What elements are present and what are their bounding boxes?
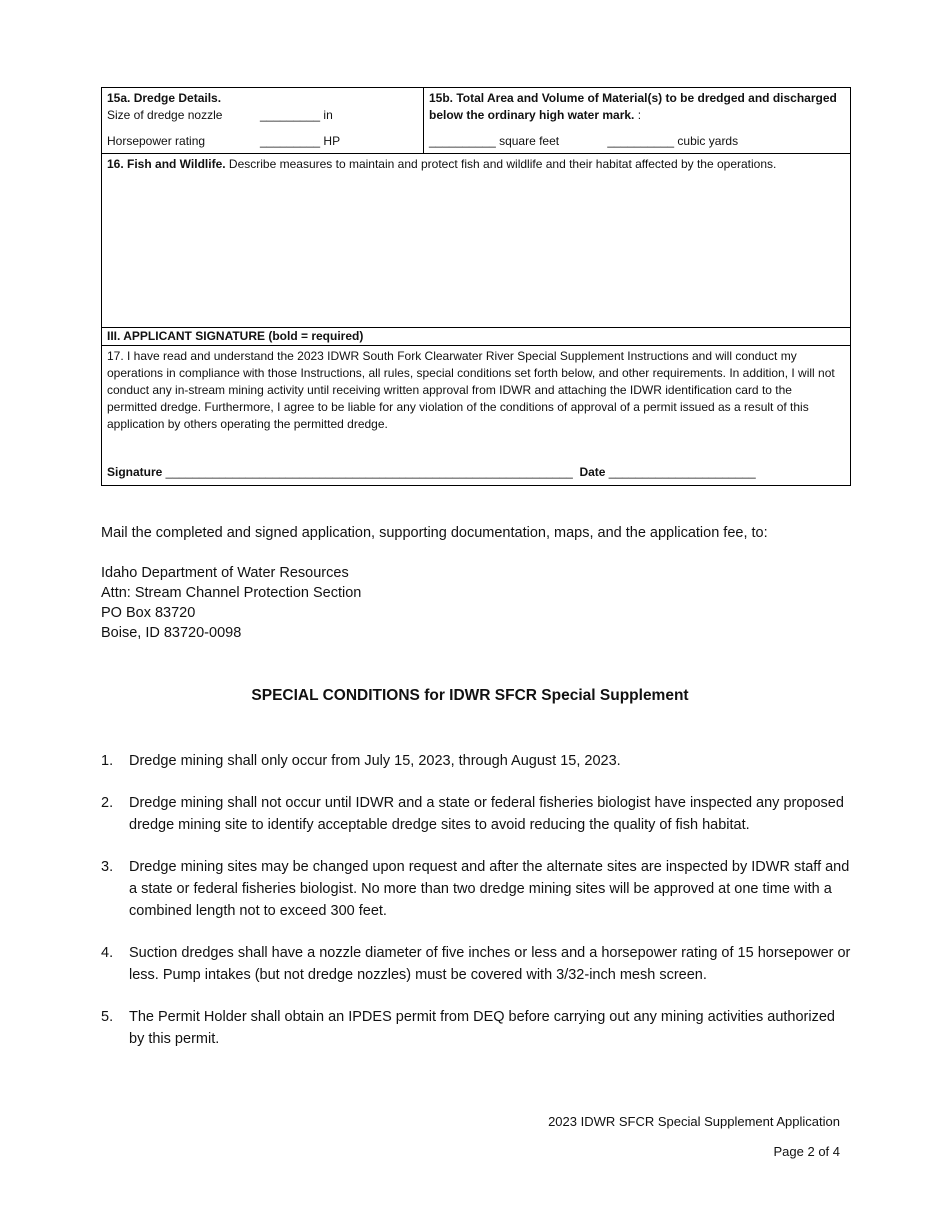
condition-text: Suction dredges shall have a nozzle diameter of five inches or less and a horsepower rating of 15 horsepower or less. Pump intakes (but not dredge nozzles) must be covered with 3/32-inch mesh screen. (129, 945, 851, 983)
condition-text: The Permit Holder shall obtain an IPDES permit from DEQ before carrying out any mining activities authorized by this permit. (129, 1009, 835, 1047)
volume-field[interactable]: __________ cubic yards (607, 134, 739, 148)
condition-number: 1. (101, 753, 114, 769)
date-label: Date (579, 465, 606, 479)
nozzle-size-label: Size of dredge nozzle (107, 108, 223, 122)
application-form-table (101, 87, 851, 486)
condition-number: 2. (101, 795, 114, 811)
horsepower-field[interactable]: _________ HP (260, 134, 341, 148)
horsepower-label: Horsepower rating (107, 134, 206, 148)
signature-line (107, 464, 845, 481)
section-16-text: Describe measures to maintain and protect fish and wildlife and their habitat affected by the operations. (225, 157, 777, 171)
section-15-row (102, 88, 851, 154)
section-17-cell (102, 346, 851, 486)
section-3-heading: III. APPLICANT SIGNATURE (bold = required) (102, 328, 851, 346)
section-15b-heading: 15b. Total Area and Volume of Material(s) to be dredged and discharged below the ordinary high water mark. (429, 91, 837, 122)
address-line: PO Box 83720 (101, 605, 196, 621)
section-15a-cell (102, 88, 424, 154)
section-16-heading: 16. Fish and Wildlife. (107, 157, 226, 171)
condition-number: 3. (101, 859, 114, 875)
section-15b-heading-suffix: : (634, 108, 642, 122)
section-15b-heading-wrap (429, 90, 845, 124)
footer-document-title: 2023 IDWR SFCR Special Supplement Application (548, 1114, 840, 1129)
address-line: Attn: Stream Channel Protection Section (101, 585, 362, 601)
condition-item (101, 942, 851, 986)
address-line: Idaho Department of Water Resources (101, 565, 349, 581)
special-conditions-list (101, 750, 851, 1070)
declaration-text: 17. I have read and understand the 2023 IDWR South Fork Clearwater River Special Supplement Instructions and will conduct my operations in compliance with those Instructions, all rules, special conditions set forth below, and other requirements. In addition, I will not conduct any in-stream mining activity until receiving written approval from IDWR and attaching the IDWR identification card to the permitted dredge. Furthermore, I agree to be liable for any violation of the conditions of approval of a permit issued as a result of this application by others operating the permitted dredge. (107, 349, 835, 431)
address-line: Boise, ID 83720-0098 (101, 625, 242, 641)
section-15b-cell (424, 88, 851, 154)
condition-item (101, 856, 851, 922)
signature-label: Signature (107, 465, 163, 479)
condition-item (101, 1006, 851, 1050)
condition-text: Dredge mining shall only occur from July 15, 2023, through August 15, 2023. (129, 753, 621, 769)
condition-number: 5. (101, 1009, 114, 1025)
section-15a-heading: 15a. Dredge Details. (107, 91, 222, 105)
area-field[interactable]: __________ square feet (429, 134, 560, 148)
date-field[interactable]: ______________________ (605, 465, 756, 479)
section-16-row (102, 154, 851, 328)
condition-item (101, 750, 851, 772)
condition-number: 4. (101, 945, 114, 961)
condition-item (101, 792, 851, 836)
nozzle-size-field[interactable]: _________ in (260, 108, 333, 122)
section-17-row (102, 346, 851, 486)
section-3-row (102, 328, 851, 346)
footer-page-number: Page 2 of 4 (773, 1144, 840, 1159)
condition-text: Dredge mining shall not occur until IDWR and a state or federal fisheries biologist have inspected any proposed dredge mining site to identify acceptable dredge sites to avoid reducing the quality of fish habitat. (129, 795, 844, 833)
signature-field[interactable]: _____________________________________________________________ (162, 465, 580, 479)
fish-wildlife-field[interactable] (102, 154, 851, 328)
condition-text: Dredge mining sites may be changed upon request and after the alternate sites are inspected by IDWR staff and a state or federal fisheries biologist. No more than two dredge mining sites will be approved at one time with a combined length not to exceed 300 feet. (129, 859, 850, 919)
mailing-instructions: Mail the completed and signed application, supporting documentation, maps, and the application fee, to: (101, 525, 768, 541)
special-conditions-title: SPECIAL CONDITIONS for IDWR SFCR Special Supplement (251, 687, 689, 704)
mailing-address (101, 563, 361, 643)
